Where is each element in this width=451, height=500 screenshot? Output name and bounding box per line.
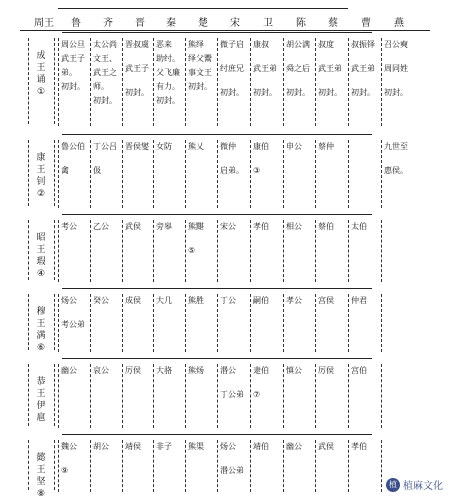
table-cell	[61, 442, 77, 490]
cell-line: 幽公	[286, 442, 302, 451]
column-divider	[283, 220, 285, 282]
table-cell	[253, 296, 269, 320]
table-cell	[156, 442, 172, 466]
king-label	[34, 232, 48, 280]
table-cell	[286, 222, 302, 246]
cell-line: 孝伯	[253, 222, 269, 231]
cell-line: 太公尚	[93, 40, 117, 49]
column-divider	[315, 294, 317, 352]
cell-line: 周公旦	[61, 40, 85, 49]
king-char: 懿	[36, 453, 46, 463]
cell-line: 武王弟	[351, 64, 375, 73]
king-char: ②	[36, 189, 46, 199]
column-divider	[90, 294, 92, 352]
column-divider	[58, 364, 60, 428]
row-divider	[28, 38, 30, 124]
cell-line: 初封。	[286, 88, 310, 97]
column-divider	[58, 220, 60, 282]
king-char: 王	[36, 465, 46, 475]
column-divider	[250, 364, 252, 428]
column-divider	[185, 364, 187, 428]
cell-line: 幽公	[61, 366, 77, 375]
king-label	[34, 376, 48, 424]
cell-line: 事文王	[188, 68, 212, 77]
table-cell	[93, 40, 117, 110]
column-divider	[58, 294, 60, 352]
cell-line: 微仲	[220, 142, 236, 151]
cell-line: 非子	[156, 442, 172, 451]
cell-line: 湣公	[220, 366, 236, 375]
king-char: 坚	[36, 477, 46, 487]
cell-line: 蔡伯	[318, 222, 334, 231]
king-char: ⑧	[36, 489, 46, 499]
table-cell	[286, 296, 302, 320]
king-label	[34, 152, 48, 200]
cell-line: 相公	[286, 222, 302, 231]
table-cell	[156, 40, 180, 110]
watermark	[386, 477, 443, 492]
row-separator	[62, 32, 372, 33]
table-cell	[351, 222, 367, 246]
row-separator	[62, 214, 372, 215]
cell-line: 胡公	[93, 442, 109, 451]
cell-line: 孝公	[286, 296, 302, 305]
table-cell	[220, 296, 236, 320]
cell-line: 大骆	[156, 366, 172, 375]
king-char: 恭	[36, 377, 46, 387]
column-divider	[58, 440, 60, 492]
king-char: 昭	[36, 233, 46, 243]
table-cell	[220, 40, 244, 112]
king-char: ⑥	[36, 343, 46, 353]
cell-line: ③	[253, 166, 261, 175]
watermark-text: 植麻文化	[403, 481, 443, 492]
column-divider	[250, 140, 252, 208]
table-cell	[384, 40, 408, 112]
column-divider	[250, 440, 252, 492]
column-divider	[217, 364, 219, 428]
cell-line: ⑨	[61, 466, 69, 475]
column-divider	[315, 140, 317, 208]
table-cell	[93, 366, 109, 390]
table-cell	[220, 442, 244, 490]
column-divider	[217, 440, 219, 492]
table-cell	[125, 142, 149, 166]
table-cell	[351, 366, 367, 390]
king-char: 伊	[36, 401, 46, 411]
cell-line: 厉侯	[125, 366, 141, 375]
column-divider	[348, 220, 350, 282]
table-cell	[93, 296, 109, 320]
table-cell	[188, 442, 204, 466]
header-cell: 蔡	[328, 18, 338, 29]
cell-line: 鲁公伯	[61, 142, 85, 151]
row-divider	[54, 440, 56, 490]
row-divider	[28, 294, 30, 350]
column-divider	[122, 38, 124, 126]
cell-line: 熊渠	[188, 442, 204, 451]
column-divider	[381, 440, 383, 492]
table-cell	[188, 142, 204, 166]
table-cell	[220, 222, 236, 246]
table-cell	[61, 296, 85, 344]
column-divider	[217, 220, 219, 282]
cell-line: 微子启	[220, 40, 244, 49]
row-divider	[28, 140, 30, 206]
row-divider	[54, 364, 56, 426]
cell-line: 周同姓	[384, 64, 408, 73]
table-cell	[188, 296, 204, 320]
column-divider	[185, 38, 187, 126]
column-divider	[122, 294, 124, 352]
table-cell	[286, 142, 302, 166]
column-divider	[283, 440, 285, 492]
column-divider	[122, 220, 124, 282]
row-separator	[62, 288, 372, 289]
cell-line: 文王、	[93, 54, 117, 63]
king-char: 扈	[36, 413, 46, 423]
cell-line: 丁公吕	[93, 142, 117, 151]
table-cell	[156, 296, 172, 320]
column-divider	[90, 364, 92, 428]
column-divider	[90, 220, 92, 282]
table-cell	[61, 222, 77, 246]
table-cell	[318, 296, 334, 320]
cell-line: 宫侯	[318, 296, 334, 305]
cell-line: 惠侯。	[384, 166, 408, 175]
cell-line: 有力。	[156, 82, 180, 91]
column-divider	[153, 294, 155, 352]
table-cell	[351, 442, 367, 466]
cell-line: 宋公	[220, 222, 236, 231]
cell-line: 初封。	[93, 96, 117, 105]
cell-line: 仲君	[351, 296, 367, 305]
king-label	[34, 306, 48, 354]
table-cell	[125, 40, 149, 112]
header-cell: 宋	[230, 18, 240, 29]
cell-line: 炀公	[220, 442, 236, 451]
table-cell	[188, 366, 204, 390]
cell-line: 康伯	[253, 142, 269, 151]
cell-line: 哀公	[93, 366, 109, 375]
column-divider	[185, 294, 187, 352]
header-cell: 秦	[166, 18, 176, 29]
table-cell	[156, 366, 172, 390]
king-label	[34, 452, 48, 500]
column-divider	[153, 364, 155, 428]
cell-line: 靖伯	[253, 442, 269, 451]
cell-line: 武王之	[93, 68, 117, 77]
column-divider	[283, 140, 285, 208]
cell-line: 孝伯	[351, 442, 367, 451]
cell-line: 湣公弟	[220, 466, 244, 475]
cell-line: 纣庶兄	[220, 64, 244, 73]
header-cell: 陈	[296, 18, 306, 29]
table-cell	[188, 222, 204, 270]
cell-line: 慎公	[286, 366, 302, 375]
column-divider	[217, 294, 219, 352]
cell-line: 丁公弟	[220, 390, 244, 399]
column-divider	[315, 38, 317, 126]
header-bottom-line	[20, 30, 430, 31]
table-cell	[253, 442, 269, 466]
column-divider	[348, 440, 350, 492]
cell-line: 父飞廉	[156, 68, 180, 77]
column-divider	[348, 294, 350, 352]
row-divider	[54, 140, 56, 206]
row-separator	[62, 434, 372, 435]
cell-line: 疌伯	[253, 366, 269, 375]
cell-line: 助纣。	[156, 54, 180, 63]
cell-line: 靖侯	[125, 442, 141, 451]
cell-line: 丁公	[220, 296, 236, 305]
king-char: 康	[36, 153, 46, 163]
king-label	[34, 50, 48, 98]
column-divider	[153, 38, 155, 126]
table-cell	[93, 142, 117, 190]
cell-line: 初封。	[156, 96, 180, 105]
header-cell: 曹	[361, 18, 371, 29]
cell-line: 初封。	[61, 82, 85, 91]
column-divider	[58, 38, 60, 126]
header-cell: 周王	[34, 18, 54, 29]
cell-line: 叔度	[318, 40, 334, 49]
header-top-line	[58, 8, 348, 9]
watermark-logo-icon: 植	[386, 478, 400, 492]
table-cell	[318, 40, 342, 112]
table-cell	[125, 366, 141, 390]
column-divider	[250, 294, 252, 352]
cell-line: 叔振铎	[351, 40, 375, 49]
cell-line: 初封。	[384, 88, 408, 97]
column-divider	[315, 364, 317, 428]
table-cell	[156, 142, 172, 166]
king-char: 瑕	[36, 257, 46, 267]
row-separator	[62, 134, 372, 135]
row-separator	[62, 358, 372, 359]
cell-line: 舜之后	[286, 64, 310, 73]
column-divider	[122, 364, 124, 428]
cell-line: 宫伯	[351, 366, 367, 375]
column-divider	[381, 364, 383, 428]
column-divider	[283, 364, 285, 428]
cell-line: 启弟。	[220, 166, 244, 175]
king-char: 王	[36, 319, 46, 329]
king-char: 王	[36, 63, 46, 73]
header-cell: 晋	[135, 18, 145, 29]
row-divider	[54, 220, 56, 280]
column-divider	[90, 140, 92, 208]
table-cell	[253, 222, 269, 246]
cell-line: 初封。	[220, 88, 244, 97]
column-divider	[153, 140, 155, 208]
column-divider	[90, 440, 92, 492]
table-cell	[188, 40, 212, 96]
cell-line: 熊黮	[188, 222, 204, 231]
table-cell	[125, 222, 141, 246]
column-divider	[250, 220, 252, 282]
table-cell	[351, 40, 375, 112]
king-char: 王	[36, 165, 46, 175]
cell-line: ⑦	[253, 390, 261, 399]
column-divider	[283, 294, 285, 352]
king-char: 诵	[36, 75, 46, 85]
cell-line: 武王弟	[253, 64, 277, 73]
column-divider	[250, 38, 252, 126]
row-divider	[54, 38, 56, 124]
cell-line: 武侯	[125, 222, 141, 231]
cell-line: 熊乂	[188, 142, 204, 151]
column-divider	[381, 294, 383, 352]
cell-line: 申公	[286, 142, 302, 151]
table-cell	[253, 142, 269, 190]
cell-line: 胡公满	[286, 40, 310, 49]
column-divider	[185, 220, 187, 282]
cell-line: 成侯	[125, 296, 141, 305]
column-divider	[217, 38, 219, 126]
column-divider	[185, 440, 187, 492]
cell-line: 大几	[156, 296, 172, 305]
king-char: 钊	[36, 177, 46, 187]
cell-line: 乙公	[93, 222, 109, 231]
table-cell	[220, 366, 244, 414]
header-cell: 齐	[103, 18, 113, 29]
column-divider	[315, 440, 317, 492]
table-cell	[286, 40, 310, 112]
king-char: ①	[36, 87, 46, 97]
cell-line: 女防	[156, 142, 172, 151]
cell-line: 癸公	[93, 296, 109, 305]
table-cell	[125, 296, 141, 320]
header-cell: 燕	[394, 18, 404, 29]
cell-line: 晋叔虞	[125, 40, 149, 49]
cell-line: 武侯	[318, 442, 334, 451]
header-cell: 鲁	[71, 18, 81, 29]
table-cell	[318, 142, 334, 166]
column-divider	[153, 440, 155, 492]
cell-line: ⑤	[188, 246, 196, 255]
cell-line: 恶来	[156, 40, 172, 49]
column-divider	[90, 38, 92, 126]
cell-line: 熊绎	[188, 40, 204, 49]
king-char: 满	[36, 331, 46, 341]
column-divider	[217, 140, 219, 208]
column-divider	[348, 140, 350, 208]
table-cell	[286, 442, 302, 466]
king-char: 王	[36, 389, 46, 399]
cell-line: 炀公	[61, 296, 77, 305]
cell-line: 熊炀	[188, 366, 204, 375]
cell-line: 考公弟	[61, 320, 85, 329]
column-divider	[381, 38, 383, 126]
cell-line: 召公奭	[384, 40, 408, 49]
table-cell	[220, 142, 244, 190]
cell-line: 初封。	[125, 88, 149, 97]
king-char: 成	[36, 51, 46, 61]
row-divider	[28, 364, 30, 426]
table-cell	[384, 142, 408, 190]
king-char: 王	[36, 245, 46, 255]
column-divider	[153, 220, 155, 282]
row-divider	[28, 220, 30, 280]
row-divider	[54, 294, 56, 350]
table-cell	[318, 442, 334, 466]
cell-line: 伋	[93, 166, 101, 175]
column-divider	[122, 440, 124, 492]
king-char: ④	[36, 269, 46, 279]
cell-line: 禽	[61, 166, 69, 175]
table-cell	[253, 366, 269, 414]
column-divider	[381, 220, 383, 282]
row-divider	[28, 440, 30, 490]
column-divider	[315, 220, 317, 282]
cell-line: 太伯	[351, 222, 367, 231]
column-divider	[122, 140, 124, 208]
cell-line: 蔡仲	[318, 142, 334, 151]
cell-line: 师。	[93, 82, 109, 91]
cell-line: 九世至	[384, 142, 408, 151]
cell-line: 厉侯	[318, 366, 334, 375]
table-cell	[61, 142, 85, 190]
king-char: 穆	[36, 307, 46, 317]
cell-line: 初封。	[253, 88, 277, 97]
header-cell: 楚	[198, 18, 208, 29]
cell-line: 初封。	[188, 82, 212, 91]
table-cell	[156, 222, 172, 246]
cell-line: 武王子	[125, 64, 149, 73]
cell-line: 旁皋	[156, 222, 172, 231]
table-cell	[253, 40, 277, 112]
table-cell	[286, 366, 302, 390]
cell-line: 初封。	[318, 88, 342, 97]
cell-line: 晋侯燮	[125, 142, 149, 151]
table-cell	[93, 222, 109, 246]
table-cell	[318, 366, 334, 390]
column-divider	[185, 140, 187, 208]
cell-line: 康叔	[253, 40, 269, 49]
cell-line: 绎父鬻	[188, 54, 212, 63]
cell-line: 武王子	[61, 54, 85, 63]
cell-line: 考公	[61, 222, 77, 231]
cell-line: 武王弟	[318, 64, 342, 73]
table-cell	[318, 222, 334, 246]
table-cell	[351, 296, 367, 320]
cell-line: 魏公	[61, 442, 77, 451]
column-divider	[381, 140, 383, 208]
cell-line: 弟。	[61, 68, 77, 77]
column-divider	[283, 38, 285, 126]
column-divider	[348, 364, 350, 428]
cell-line: 嗣伯	[253, 296, 269, 305]
column-divider	[348, 38, 350, 126]
table-cell	[61, 366, 77, 390]
table-cell	[61, 40, 85, 96]
table-cell	[125, 442, 141, 466]
header-cell: 卫	[263, 18, 273, 29]
table-cell	[93, 442, 109, 466]
column-divider	[58, 140, 60, 208]
cell-line: 熊胜	[188, 296, 204, 305]
cell-line: 初封。	[351, 88, 375, 97]
